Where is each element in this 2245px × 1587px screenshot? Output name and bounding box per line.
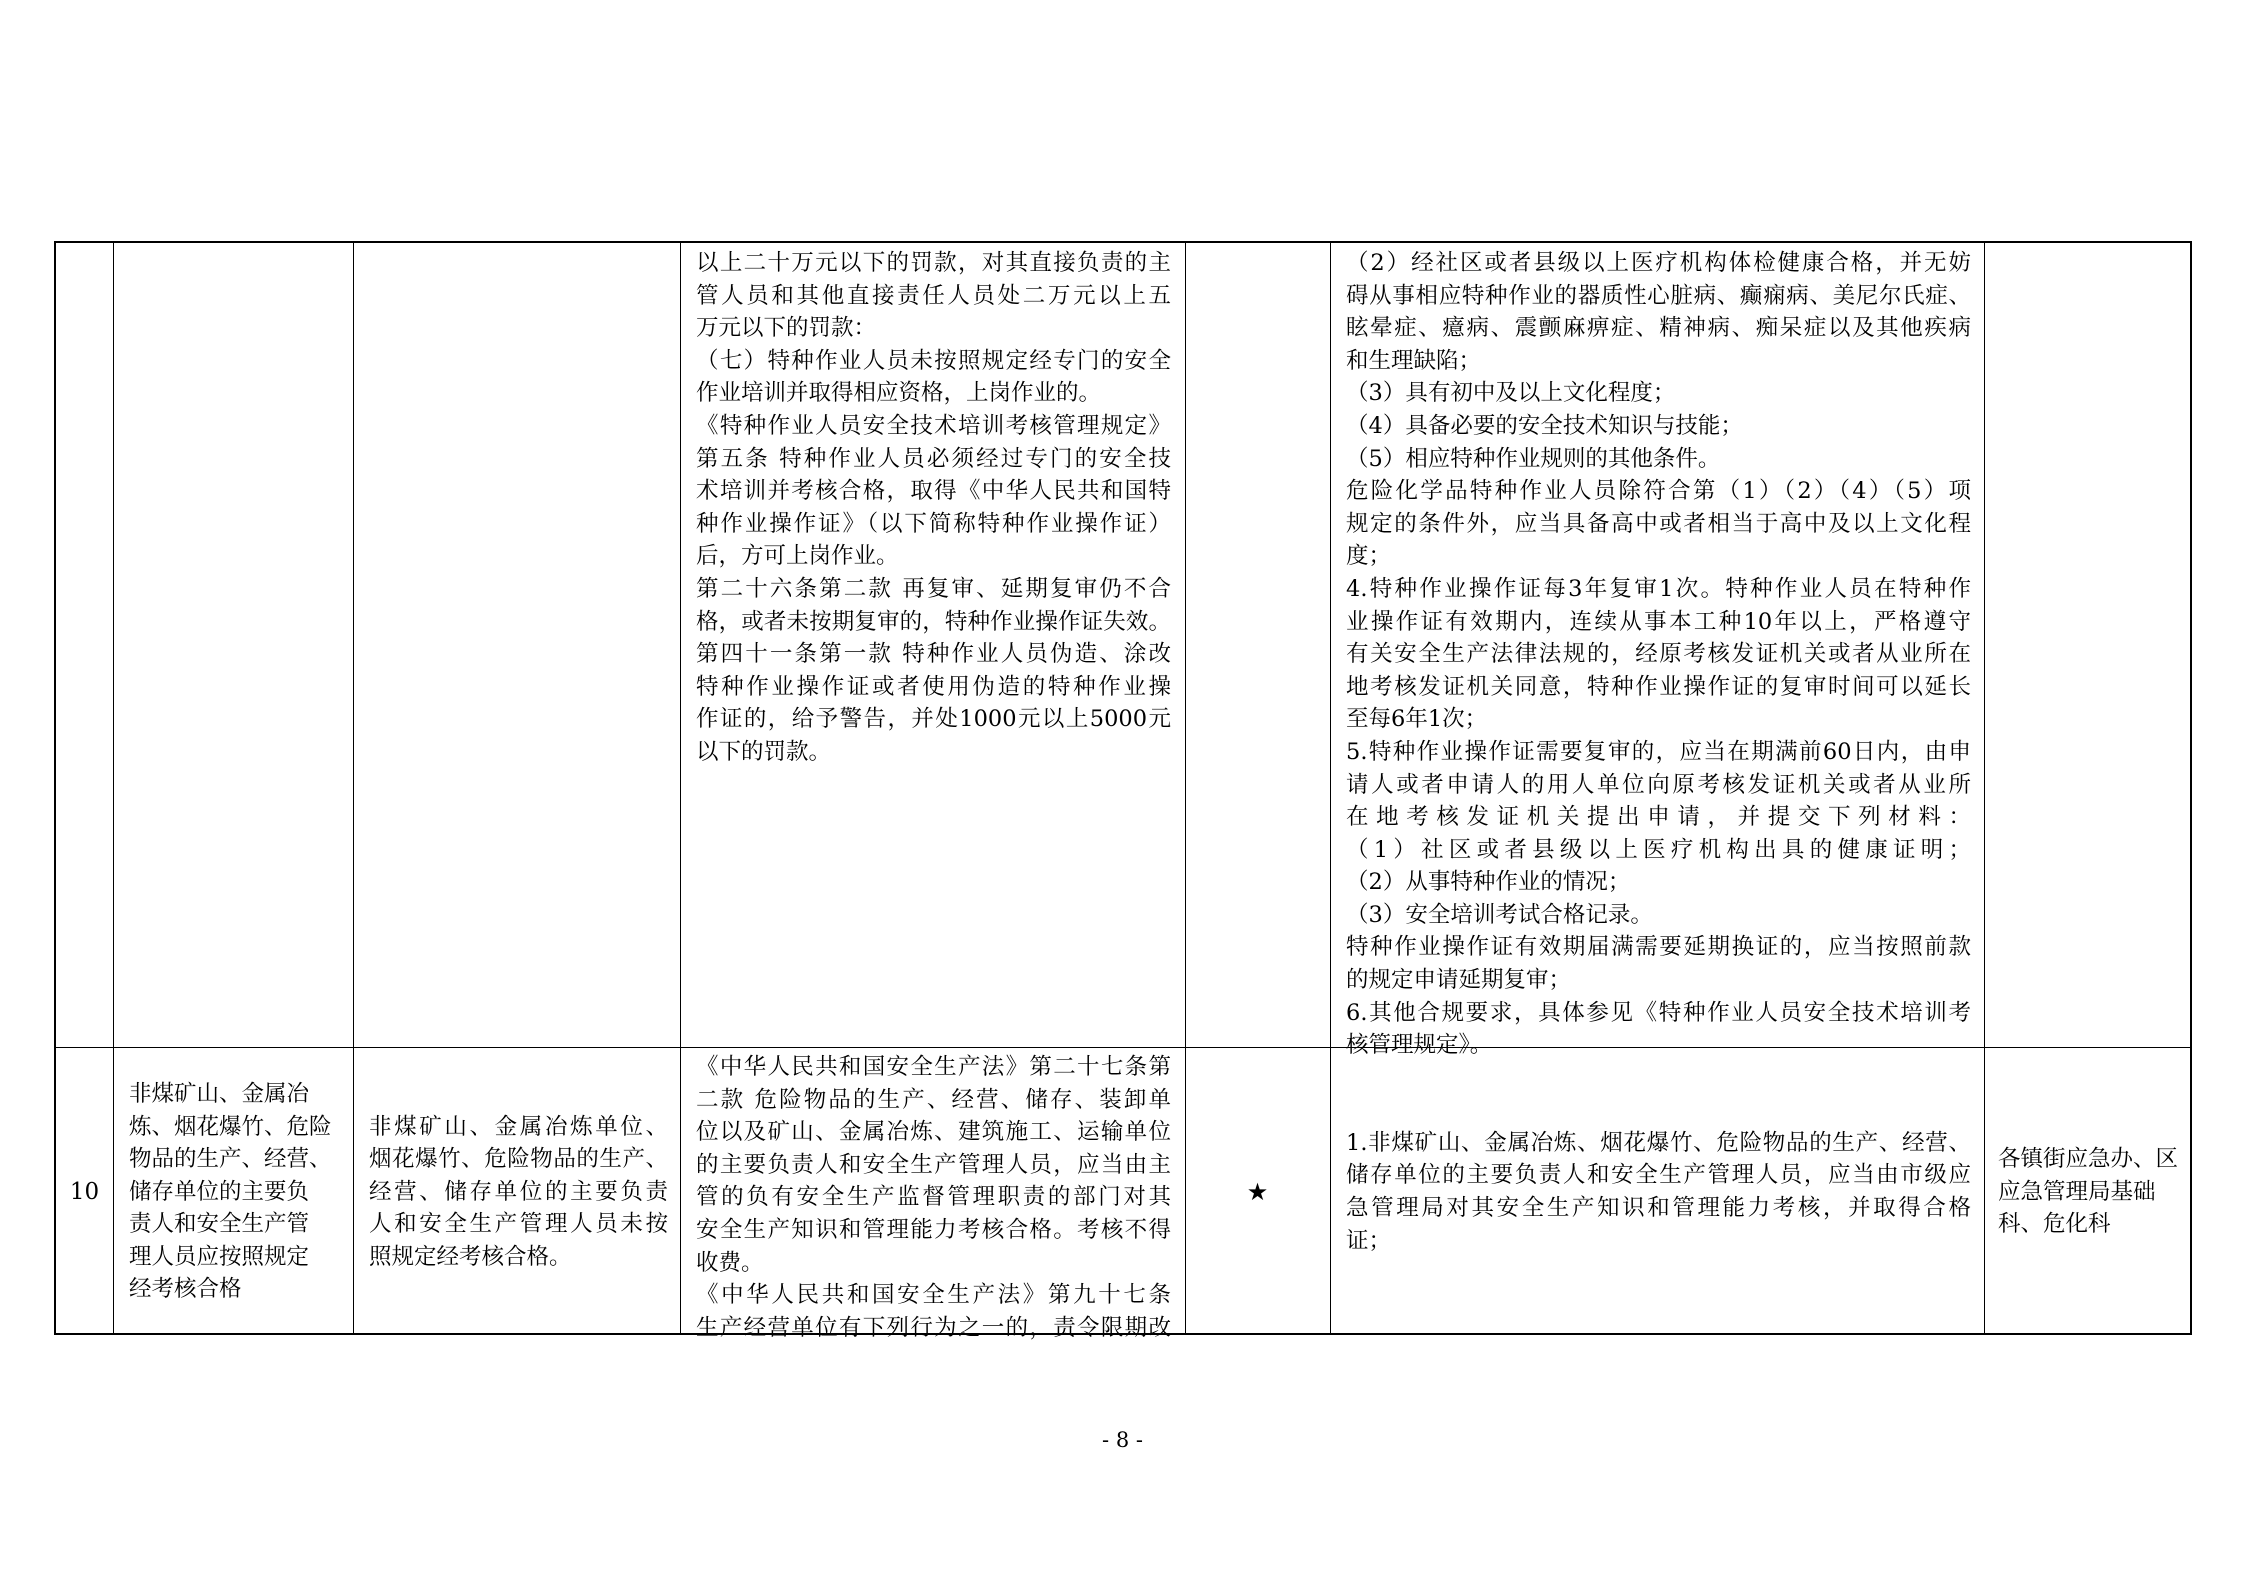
text-line: 5.特种作业操作证需要复审的，应当在期满前60日内，由申 (1346, 738, 1971, 765)
text-line: 眩晕症、癔病、震颤麻痹症、精神病、痴呆症以及其他疾病 (1346, 315, 1971, 342)
regulation-table (54, 241, 2192, 1341)
text-line: 后，方可上岗作业。 (696, 543, 899, 570)
text-line: 人和安全生产管理人员未按 (369, 1211, 668, 1238)
row-number (56, 1049, 113, 1335)
text-line: 第二十六条第二款 再复审、延期复审仍不合 (696, 575, 1171, 602)
text-line: 理人员应按照规定 (129, 1243, 310, 1270)
text-line: 第四十一条第一款 特种作业人员伪造、涂改 (696, 641, 1171, 668)
text-line: 经营、储存单位的主要负责 (369, 1178, 668, 1205)
text-line: 1.非煤矿山、金属冶炼、烟花爆竹、危险物品的生产、经营、 (1346, 1129, 1971, 1156)
text-line: 种作业操作证》（以下简称特种作业操作证） (696, 510, 1171, 537)
star-mark: ★ (1246, 1178, 1269, 1206)
text-line: 在地考核发证机关提出申请，并提交下列材料： (1346, 804, 1971, 831)
text-line: 有关安全生产法律法规的，经原考核发证机关或者从业所在 (1346, 641, 1971, 668)
column-divider (353, 243, 354, 1333)
text-line: 急管理局对其安全生产知识和管理能力考核，并取得合格 (1346, 1195, 1971, 1221)
text-line: 物品的生产、经营、 (129, 1146, 332, 1173)
text-line: （3）具有初中及以上文化程度； (1346, 380, 1676, 407)
key-item-star-icon (1185, 1049, 1330, 1335)
continued-row-legal-basis (696, 247, 1171, 769)
text-line: 度； (1346, 543, 1392, 570)
text-line: 以下的罚款。 (696, 738, 832, 765)
text-line: 烟花爆竹、危险物品的生产、 (369, 1146, 668, 1173)
text-line: 管人员和其他直接责任人员处二万元以上五 (696, 282, 1171, 309)
text-line: （2）从事特种作业的情况； (1346, 869, 1631, 896)
text-line: 管的负有安全生产监督管理职责的部门对其 (696, 1184, 1171, 1211)
row-10-requirements (1346, 1049, 1971, 1335)
text-line: （1）社区或者县级以上医疗机构出具的健康证明； (1346, 836, 1971, 863)
text-line: （3）安全培训考试合格记录。 (1346, 901, 1653, 928)
text-line: 以上二十万元以下的罚款，对其直接负责的主 (696, 250, 1171, 276)
text-line: 《中华人民共和国安全生产法》第二十七条第 (696, 1054, 1171, 1080)
column-divider (1984, 243, 1985, 1333)
text-line: 作业培训并取得相应资格，上岗作业的。 (696, 380, 1102, 407)
text-line: 特种作业操作证或者使用伪造的特种作业操 (696, 673, 1171, 700)
text-line: 术培训并考核合格，取得《中华人民共和国特 (696, 478, 1171, 505)
text-line: 和生理缺陷； (1346, 347, 1482, 374)
text-line: 作证的，给予警告，并处1000元以上5000元 (696, 706, 1171, 733)
continued-row-requirements (1346, 247, 1971, 1062)
text-line: 规定的条件外，应当具备高中或者相当于高中及以上文化程 (1346, 510, 1971, 537)
text-line: 应急管理局基础 (1998, 1178, 2156, 1205)
text-line: （2）经社区或者县级以上医疗机构体检健康合格，并无妨 (1346, 250, 1971, 276)
column-divider (1330, 243, 1331, 1333)
row-10-violation (369, 1049, 668, 1335)
text-line: 责人和安全生产管 (129, 1211, 310, 1238)
text-line: 的规定申请延期复审； (1346, 967, 1572, 994)
text-line: 科、危化科 (1998, 1211, 2111, 1238)
text-line: 6.其他合规要求，具体参见《特种作业人员安全技术培训考 (1346, 999, 1971, 1026)
text-line: 特种作业操作证有效期届满需要延期换证的，应当按照前款 (1346, 934, 1971, 961)
text-line: 核管理规定》。 (1346, 1032, 1493, 1059)
text-line: 各镇街应急办、区 (1998, 1146, 2179, 1173)
page-number: - 8 - (1102, 1428, 1143, 1452)
text-line: 储存单位的主要负责人和安全生产管理人员，应当由市级应 (1346, 1162, 1971, 1189)
text-line: （4）具备必要的安全技术知识与技能； (1346, 412, 1743, 439)
text-line: 《特种作业人员安全技术培训考核管理规定》 (696, 412, 1171, 439)
column-divider (680, 243, 681, 1333)
text-line: 危险化学品特种作业人员除符合第（1）（2）（4）（5）项 (1346, 478, 1971, 505)
text-line: 非煤矿山、金属冶炼单位、 (369, 1113, 668, 1140)
row-10-legal-basis (696, 1051, 1171, 1344)
text-line: （七）特种作业人员未按照规定经专门的安全 (696, 347, 1171, 374)
text-line: 非煤矿山、金属冶 (129, 1080, 310, 1107)
text-line: 万元以下的罚款： (696, 315, 877, 342)
text-line: 碍从事相应特种作业的器质性心脏病、癫痫病、美尼尔氏症、 (1346, 282, 1971, 309)
text-line: 业操作证有效期内，连续从事本工种10年以上，严格遵守 (1346, 608, 1971, 635)
text-line: 请人或者申请人的用人单位向原考核发证机关或者从业所 (1346, 771, 1971, 798)
text-line: 格，或者未按期复审的，特种作业操作证失效。 (696, 608, 1171, 635)
row-10-item (129, 1049, 342, 1335)
text-line: 4.特种作业操作证每3年复审1次。特种作业人员在特种作 (1346, 575, 1971, 602)
row-number-text: 10 (69, 1179, 100, 1205)
text-line: 的主要负责人和安全生产管理人员，应当由主 (696, 1151, 1171, 1178)
text-line: 《中华人民共和国安全生产法》第九十七条 (696, 1282, 1171, 1309)
row-10-department (1998, 1049, 2183, 1335)
column-divider (113, 243, 114, 1333)
text-line: 位以及矿山、金属冶炼、建筑施工、运输单位 (696, 1119, 1171, 1146)
text-line: 炼、烟花爆竹、危险 (129, 1113, 332, 1140)
text-line: 安全生产知识和管理能力考核合格。考核不得 (696, 1216, 1171, 1243)
text-line: 储存单位的主要负 (129, 1178, 310, 1205)
text-line: 收费。 (696, 1249, 764, 1276)
text-line: 至每6年1次； (1346, 706, 1488, 733)
text-line: （5）相应特种作业规则的其他条件。 (1346, 445, 1721, 472)
text-line: 生产经营单位有下列行为之一的，责令限期改 (696, 1314, 1171, 1341)
text-line: 证； (1346, 1227, 1392, 1254)
text-line: 经考核合格 (129, 1276, 242, 1303)
text-line: 照规定经考核合格。 (369, 1243, 572, 1270)
text-line: 地考核发证机关同意，特种作业操作证的复审时间可以延长 (1346, 673, 1971, 700)
text-line: 二款 危险物品的生产、经营、储存、装卸单 (696, 1086, 1171, 1113)
text-line: 第五条 特种作业人员必须经过专门的安全技 (696, 445, 1171, 472)
